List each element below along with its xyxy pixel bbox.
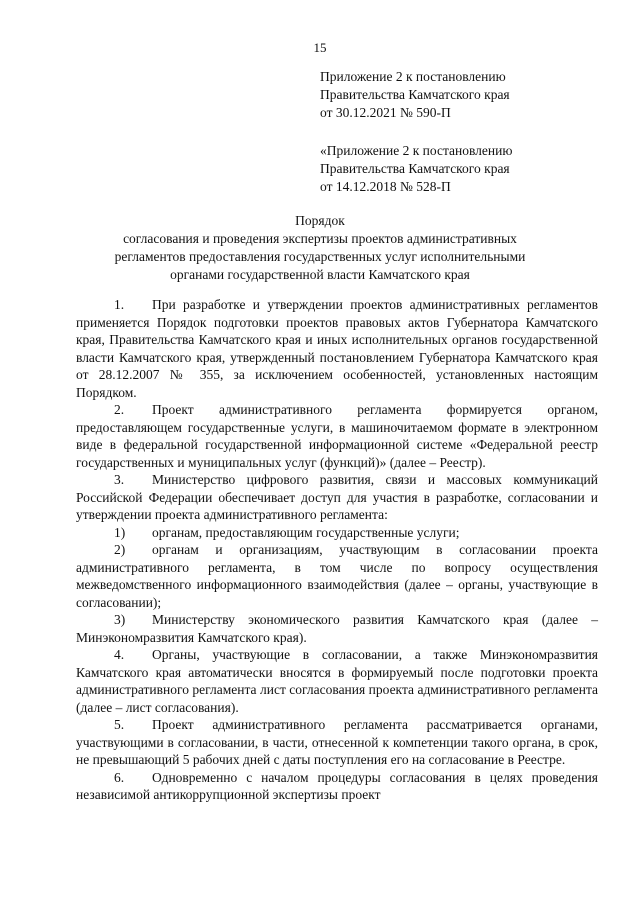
title-line-1: Порядок bbox=[295, 213, 345, 228]
paragraph-text: Министерство цифрового развития, связи и массовых коммуникаций Российской Федерации обеспечивает доступ для участия в разработке, согласовании и утверждении проекта административного регламента: bbox=[76, 472, 598, 522]
appendix-previous-line-3: от 14.12.2018 № 528-П bbox=[320, 179, 451, 194]
paragraph-1 bbox=[76, 296, 598, 401]
paragraph-number: 4. bbox=[114, 647, 125, 662]
subitem-text: Министерству экономического развития Камчатского края (далее – Минэкономразвития Камчатского края). bbox=[76, 612, 598, 645]
appendix-current-line-3: от 30.12.2021 № 590-П bbox=[320, 105, 451, 120]
paragraph-text: Проект административного регламента формируется органом, предоставляющем государственные услуги, в машиночитаемом формате в электронном виде в федеральной государственной информационной системе «Федеральной реестр государственных и муниципальных услуг (функций)» (далее – Реестр). bbox=[76, 402, 598, 470]
paragraph-6 bbox=[76, 769, 598, 804]
title-line-2: согласования и проведения экспертизы проектов административных bbox=[123, 231, 517, 246]
paragraph-5 bbox=[76, 716, 598, 769]
page-number: 15 bbox=[313, 40, 327, 55]
paragraph-text: Проект административного регламента рассматривается органами, участвующими в согласовании, в части, отнесенной к компетенции такого органа, в срок, не превышающий 5 рабочих дней с даты поступления его на согласование в Реестре. bbox=[76, 717, 598, 767]
subitem-1 bbox=[76, 524, 598, 542]
subitem-text: органам и организациям, участвующим в согласовании проекта административного регламента, в том числе по вопросу осуществления межведомственного информационного взаимодействия (далее – органы, участвующие в согласовании); bbox=[76, 542, 598, 610]
appendix-current-line-2: Правительства Камчатского края bbox=[320, 87, 510, 102]
title-line-4: органами государственной власти Камчатского края bbox=[170, 267, 470, 282]
paragraph-number: 6. bbox=[114, 769, 125, 785]
subitem-number: 2) bbox=[114, 542, 126, 557]
paragraph-4 bbox=[76, 646, 598, 716]
paragraph-number: 1. bbox=[114, 297, 125, 312]
subitem-text: органам, предоставляющим государственные услуги; bbox=[152, 524, 460, 540]
document-body bbox=[76, 296, 598, 804]
appendix-previous-line-2: Правительства Камчатского края bbox=[320, 161, 510, 176]
appendix-header-previous bbox=[320, 142, 620, 196]
paragraph-2 bbox=[76, 401, 598, 471]
paragraph-text: При разработке и утверждении проектов административных регламентов применяется Порядок подготовки проектов правовых актов Губернатора Камчатского края, Правительства Камчатского края и иных исполнительных органов государственной власти Камчатского края, утвержденный постановлением Губернатора Камчатского края от 28.12.2007 № 355, за исключением особенностей, установленных настоящим Порядком. bbox=[76, 297, 598, 400]
paragraph-3 bbox=[76, 471, 598, 524]
subitem-number: 1) bbox=[114, 524, 126, 540]
appendix-header-current bbox=[320, 68, 620, 122]
paragraph-text: Органы, участвующие в согласовании, а также Минэкономразвития Камчатского края автоматически вносятся в формируемый после подготовки проекта административного регламента лист согласования проекта административного регламента (далее – лист согласования). bbox=[76, 647, 598, 715]
subitem-3 bbox=[76, 611, 598, 646]
subitem-2 bbox=[76, 541, 598, 611]
paragraph-text: Одновременно с началом процедуры согласования в целях проведения независимой антикоррупционной экспертизы проект bbox=[76, 769, 598, 802]
paragraph-number: 3. bbox=[114, 472, 125, 487]
appendix-current-line-1: Приложение 2 к постановлению bbox=[320, 69, 506, 84]
paragraph-number: 2. bbox=[114, 402, 125, 417]
appendix-previous-line-1: «Приложение 2 к постановлению bbox=[320, 143, 513, 158]
subitem-number: 3) bbox=[114, 612, 126, 627]
paragraph-number: 5. bbox=[114, 717, 125, 732]
document-title bbox=[90, 212, 550, 284]
title-line-3: регламентов предоставления государственных услуг исполнительными bbox=[114, 249, 526, 264]
